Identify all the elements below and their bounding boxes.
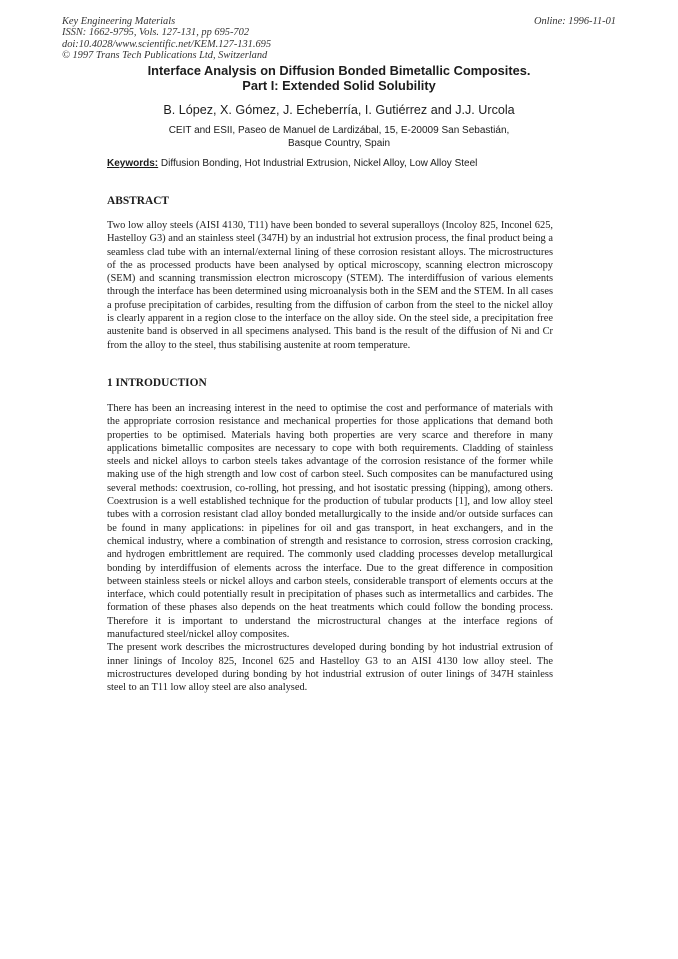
copyright-line: © 1997 Trans Tech Publications Ltd, Switzerland: [62, 50, 268, 62]
abstract-text: [107, 219, 553, 352]
affiliation-line-2: Basque Country, Spain: [287, 138, 391, 149]
introduction-paragraph-2: The present work describes the microstructures developed during bonding by hot industrial extrusion of inner linings of Incoloy 825, Inconel 625 and Hastelloy G3 to an AISI 4130 low alloy steel. The microstructures developed during bonding by hot industrial extrusion of outer linings of 347H stainless steel to an T11 low alloy steel are also analysed.: [107, 642, 553, 694]
journal-masthead: [62, 16, 271, 62]
abstract-heading: ABSTRACT: [107, 195, 170, 207]
doi-link[interactable]: doi:10.4028/www.scientific.net/KEM.127-131.695: [62, 38, 272, 50]
keywords: [107, 158, 477, 169]
introduction-text: [107, 402, 553, 695]
title-line-2: Part I: Extended Solid Solubility: [242, 78, 436, 93]
abstract-paragraph: Two low alloy steels (AISI 4130, T11) have been bonded to several superalloys (Incoloy 825, Inconel 625, Hastelloy G3) and an stainless steel (347H) by an industrial hot extrusion process, the final product being a seamless clad tube with an internal/external lining of these corrosion resistant alloys. The microstructures of the as processed products have been analysed by optical microscopy, scanning electron microscopy (SEM) and scanning transmission electron microscopy (STEM). The interdiffusion of various elements through the interface has been determined using microanalysis both in the SEM and the STEM. In all cases a profuse precipitation of carbides, resulting from the diffusion of carbon from the steel to the nickel alloy is clearly apparent in a region close to the interface on the alloy side. On the steel side, a precipitation free austenite band is observed in all specimens analysed. This band is the result of the diffusion of Ni and Cr from the alloy to the steel, thus stabilising austenite at room temperature.: [107, 220, 553, 351]
keywords-label: Keywords:: [107, 158, 159, 169]
journal-name: Key Engineering Materials: [62, 16, 176, 27]
online-date: Online: 1996-11-01: [533, 16, 616, 27]
affiliation-line-1: CEIT and ESII, Paseo de Manuel de Lardizábal, 15, E-20009 San Sebastián,: [168, 125, 510, 136]
keywords-text: Diffusion Bonding, Hot Industrial Extrusion, Nickel Alloy, Low Alloy Steel: [160, 158, 478, 169]
issn-line: ISSN: 1662-9795, Vols. 127-131, pp 695-702: [62, 27, 250, 39]
introduction-heading: 1 INTRODUCTION: [107, 377, 207, 389]
paper-title: [0, 63, 678, 93]
introduction-paragraph-1: There has been an increasing interest in the need to optimise the cost and performance of materials with the appropriate corrosion resistance and mechanical properties for those applications that demand both properties to be optimised. Materials having both properties are very scarce and therefore in many applications bimetallic composites are necessary to cope with both requirements. Cladding of stainless steels and nickel alloys to carbon steels takes advantage of the corrosion resistance of the former while making use of the high strength and low cost of carbon steel. Such composites can be manufactured using several methods: coextrusion, co-rolling, hot pressing, and hot isostatic pressing (hipping), among others. Coextrusion is a well established technique for the production of tubular products [1], and low alloy steel tubes with a corrosion resistant clad alloy bonded metallurgically to the inside and/or outside surfaces can be found in many applications: in pipelines for oil and gas transport, in heat exchangers, and in the chemical industry, where a combination of strength and resistance to corrosion, stress corrosion cracking, and hydrogen embrittlement are required. The commonly used cladding processes develop metallurgical bonding by interdiffusion of elements across the interface. Due to the great difference in composition between stainless steels or nickel alloys and carbon steels, considerable transport of elements occurs at the interface, which could potentially result in precipitation of phases such as intermetallics and carbides. The formation of these phases also depends on the heat treatments which could follow the bonding process. Therefore it is important to understand the microstructural changes at the interface regions of manufactured steel/nickel alloy composites.: [107, 403, 553, 641]
affiliation: [0, 124, 678, 150]
author-list: B. López, X. Gómez, J. Echeberría, I. Gutiérrez and J.J. Urcola: [163, 103, 515, 117]
title-line-1: Interface Analysis on Diffusion Bonded Bimetallic Composites.: [147, 63, 531, 78]
